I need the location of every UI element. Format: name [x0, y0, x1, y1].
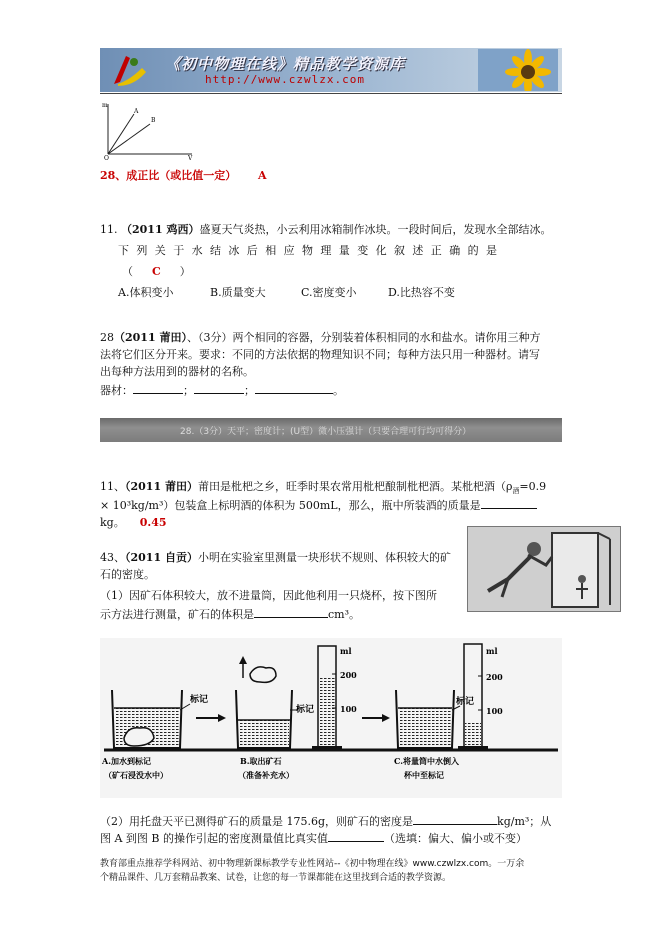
- banner-divider: [100, 93, 562, 94]
- q28b-source: （2011 莆田）: [114, 331, 187, 344]
- q43-part2-text1: （2）用托盘天平已测得矿石的质量是 175.6g，则矿石的密度是: [100, 815, 414, 828]
- q28-answer-choice: A: [258, 169, 267, 182]
- q11a-paren-open: （: [122, 265, 133, 278]
- q11a-option-d: D.比热容不变: [388, 286, 455, 299]
- footer-line2: 个精品课件、几万套精品教案、试卷，让您的每一节课都能在这里找到合适的教学资源。: [100, 873, 452, 883]
- q28b-sep1: ；: [183, 384, 194, 397]
- cylinder2-100: 100: [486, 706, 503, 716]
- q11a-option-c: C.密度变小: [301, 286, 357, 299]
- graph-y-label: m: [102, 102, 108, 109]
- q28b-equipment-line: [100, 381, 344, 399]
- caption-b1: B.取出矿石: [240, 756, 282, 766]
- banner-title: 《初中物理在线》精品教学资源库: [164, 55, 405, 73]
- q11b-unit: kg。: [100, 516, 125, 529]
- q28b-blank-1[interactable]: [133, 381, 183, 394]
- caption-a1: A.加水到标记: [102, 756, 151, 766]
- q28b-blank-3[interactable]: [255, 381, 333, 394]
- q11b-line3: [100, 515, 167, 531]
- q28b-number: 28: [100, 331, 114, 344]
- q43-line1: [100, 550, 451, 566]
- q11a-answer: C: [152, 265, 161, 278]
- pushing-door-photo: [467, 526, 621, 612]
- diagram-mark-b: 标记: [296, 705, 315, 715]
- banner-url[interactable]: http://www.czwlzx.com: [204, 73, 366, 86]
- ore-rock-a: [124, 728, 154, 746]
- cylinder1-100: 100: [340, 704, 357, 714]
- q11b-answer: 0.45: [139, 516, 167, 529]
- cylinder2-ml: ml: [486, 646, 498, 656]
- answer-strip-text: 28.（3分）天平；密度计；(U型）微小压强计（只要合理可行均可得分）: [180, 427, 472, 437]
- caption-c1: C.将量筒中水倒入: [394, 756, 460, 766]
- q43-part2-unit: kg/m³；从: [497, 815, 552, 828]
- cylinder1-ml: ml: [340, 646, 352, 656]
- q43-text2: 石的密度。: [100, 568, 155, 581]
- q43-part2-line2: [100, 829, 527, 847]
- q43-volume-blank[interactable]: [254, 605, 328, 618]
- q11a-source: （2011 鸡西）: [121, 223, 200, 236]
- q43-source: （2011 自贡）: [125, 551, 198, 564]
- graph-origin-label: O: [104, 155, 109, 160]
- q43-text1: 小明在实验室里测量一块形状不规则、体积较大的矿: [197, 551, 451, 564]
- q11a-text2: 下列关于水结冰后相应物理量变化叙述正确的是: [118, 244, 505, 257]
- q11a-text1: 盛夏天气炎热，小云利用冰箱制作冰块。一段时间后，发现水全部结冰。: [199, 223, 552, 236]
- q43-part1-text: 示方法进行测量，矿石的体积是: [100, 608, 254, 621]
- q11a-answer-line: [122, 264, 191, 280]
- q28b-text3: 出每种方法用到的器材的名称。: [100, 365, 254, 378]
- q11a-option-b: B.质量变大: [210, 286, 266, 299]
- q11b-rho-sub: 酒: [512, 487, 520, 496]
- cylinder1-200: 200: [340, 670, 357, 680]
- q28b-text1: 、（3分）两个相同的容器，分别装着体积相同的水和盐水。请你用三种方: [186, 331, 541, 344]
- pushing-door-sketch: [468, 527, 620, 611]
- q11b-text2: × 10³kg/m³）包装盒上标明酒的体积为 500mL，那么，瓶中所装酒的质量是: [100, 499, 481, 512]
- q28b-text2: 法将它们区分开来。要求：不同的方法依据的物理知识不同；每种方法只用一种器材。请写: [100, 348, 540, 361]
- footer-line1: 教育部重点推荐学科网站、初中物理新课标教学专业性网站--《初中物理在线》www.czwlzx.com。一万余: [100, 859, 525, 869]
- q28b-equip-label: 器材：: [100, 384, 133, 397]
- q11a-paren-close: ）: [179, 265, 191, 278]
- q43-part1-unit: cm³。: [328, 608, 361, 621]
- graph-x-label: V: [188, 155, 193, 160]
- q28b-end: 。: [333, 384, 344, 397]
- diagram-mark-a: 标记: [190, 695, 209, 705]
- q11a-number: 11.: [100, 223, 118, 236]
- q11b-text1: 莆田是枇杷之乡，旺季时果农常用枇杷酿制枇杷酒。某枇杷酒（ρ: [197, 480, 513, 493]
- q43-density-blank[interactable]: [413, 812, 497, 825]
- q43-part2-line1: [100, 812, 551, 830]
- q11b-number: 11、: [100, 480, 125, 493]
- q11a-option-a: A.体积变小: [118, 286, 174, 299]
- q28-answer-text: 28、成正比（或比值一定）: [100, 169, 237, 182]
- q28b-blank-2[interactable]: [194, 381, 244, 394]
- q43-part1-line1: （1）因矿石体积较大，放不进量筒，因此他利用一只烧杯，按下图所: [100, 589, 437, 602]
- sunflower-image: [478, 49, 558, 91]
- q43-compare-blank[interactable]: [328, 829, 384, 842]
- experiment-diagram: [100, 638, 562, 798]
- mass-volume-graph: [100, 100, 200, 160]
- q11a-line1: [100, 222, 551, 238]
- ore-rock-b: [250, 667, 276, 683]
- graph-line-a-label: A: [134, 108, 139, 115]
- cylinder2-200: 200: [486, 672, 503, 682]
- q11b-blank[interactable]: [481, 496, 537, 509]
- q11b-source: （2011 莆田）: [125, 480, 198, 493]
- q28b-sep2: ；: [244, 384, 255, 397]
- graph-line-b-label: B: [151, 117, 156, 124]
- q43-part2-hint: （选填：偏大、偏小或不变）: [384, 832, 528, 845]
- caption-b2: （准备补充水）: [238, 770, 294, 780]
- q43-part2-text2: 图 A 到图 B 的操作引起的密度测量值比真实值: [100, 832, 329, 845]
- q11b-text1-end: =0.9: [519, 480, 547, 493]
- diagram-mark-c: 标记: [456, 697, 475, 707]
- q43-part1-line2: [100, 605, 360, 623]
- q11b-line2: [100, 496, 537, 514]
- caption-c2: 杯中至标记: [404, 770, 444, 780]
- caption-a2: （矿石浸没水中）: [104, 770, 168, 780]
- q43-number: 43、: [100, 551, 125, 564]
- q28b-line1: [100, 330, 540, 346]
